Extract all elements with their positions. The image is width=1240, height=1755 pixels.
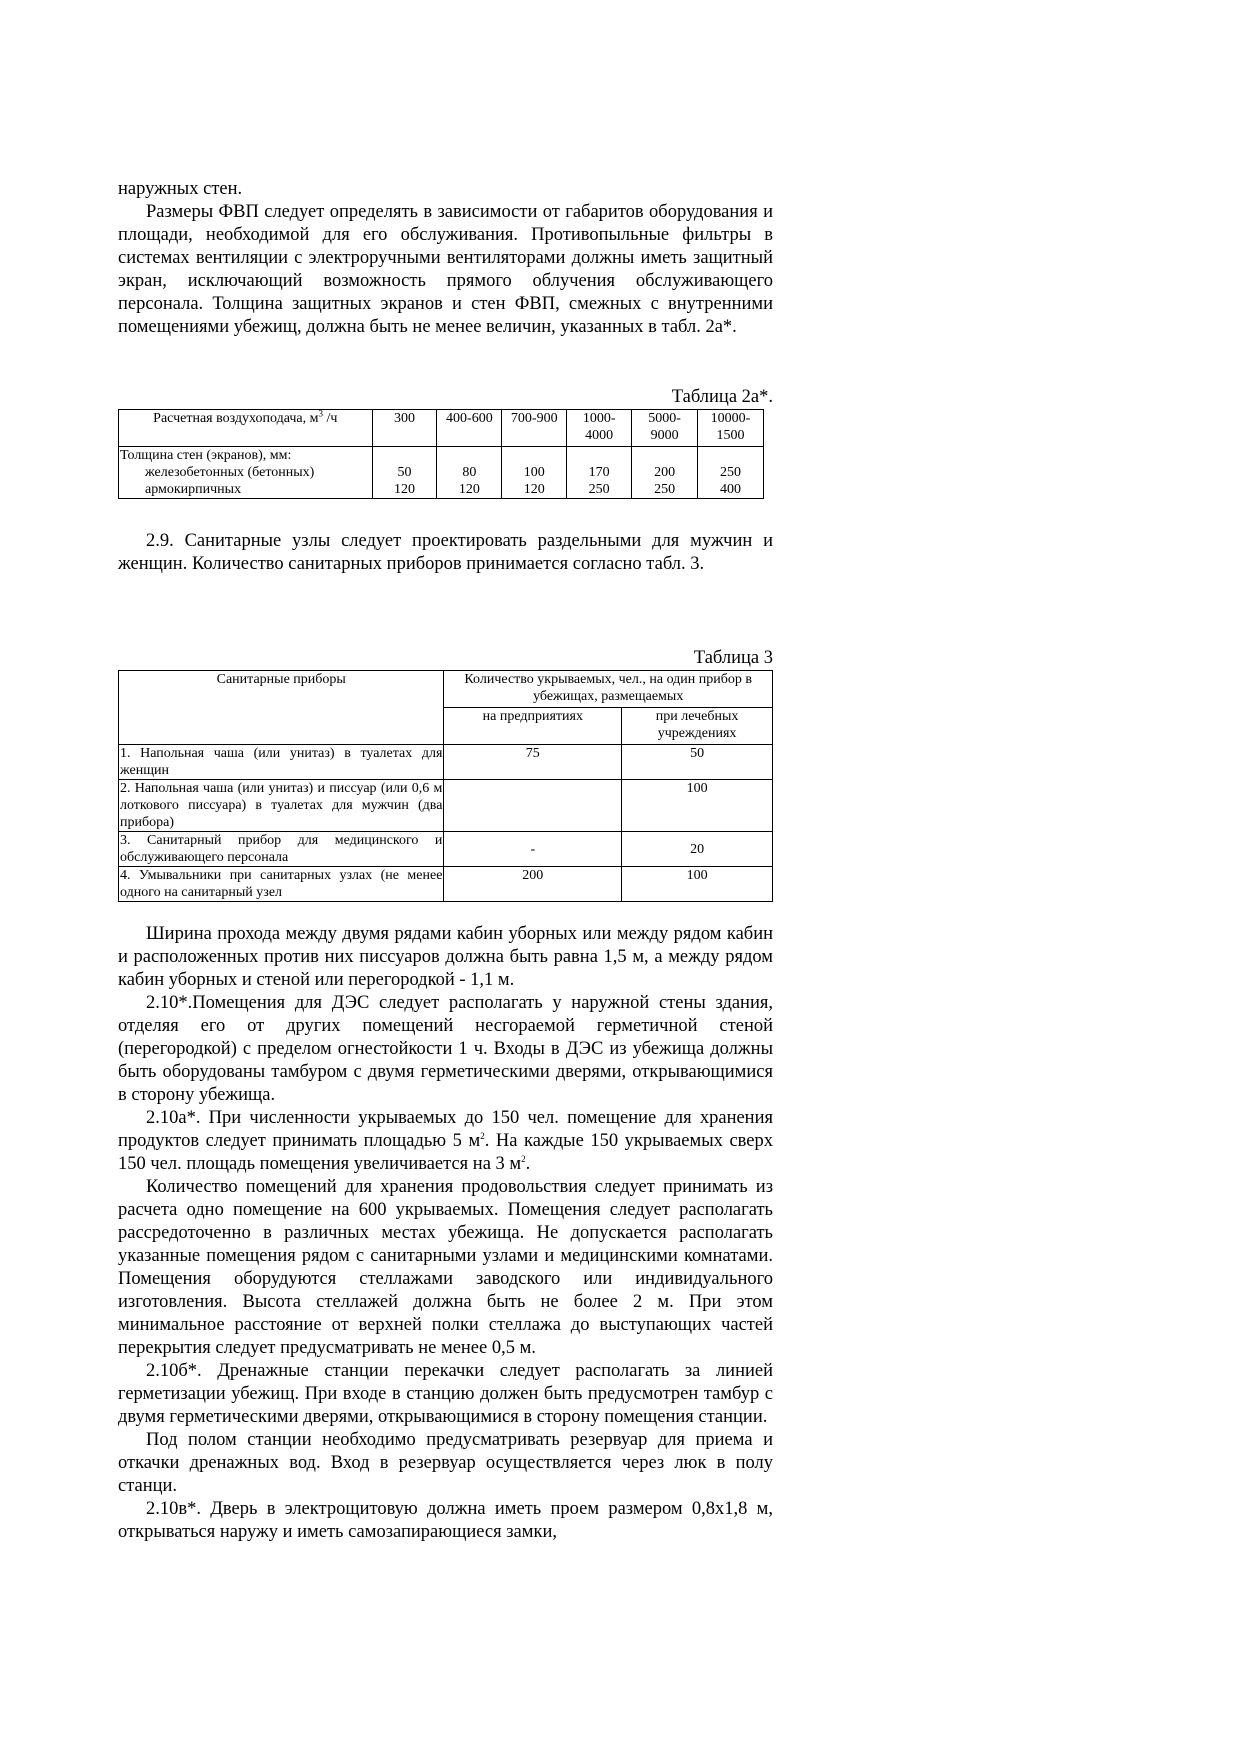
- table-header-row: [119, 410, 764, 447]
- paragraph: Количество помещений для хранения продовольствия следует принимать из расчета одно помещение на 600 укрываемых. Помещения следует располагать рассредоточенно в различных местах убежища. Не допускается располагать указанные помещения рядом с санитарными узлами и медицинскими комнатами. Помещения оборудуются стеллажами заводского или индивидуального изготовления. Высота стеллажей должна быть не более 2 м. При этом минимальное расстояние от верхней полки стеллажа до выступающих частей перекрытия следует предусматривать не менее 0,5 м.: [118, 1177, 773, 1358]
- row-label: 2. Напольная чаша (или унитаз) и писсуар (или 0,6 м лоткового писсуара) в туалетах для мужчин (два прибора): [120, 781, 443, 830]
- table-row: армокирпичных 120 120 120 250 250 400: [119, 481, 764, 499]
- table-3: [118, 670, 773, 902]
- paragraph: наружных стен.: [118, 179, 243, 199]
- paragraph: 2.10б*. Дренажные станции перекачки следует располагать за линией герметизации убежищ. При входе в станцию должен быть предусмотрен тамбур с двумя герметическими дверями, открывающимися в сторону помещения станции.: [118, 1361, 773, 1427]
- header-cell: при лечебных учреждениях: [622, 708, 773, 745]
- header-cell: 5000- 9000: [632, 410, 698, 447]
- text-block-bottom: [118, 923, 773, 1544]
- header-cell: Расчетная воздухоподача, $м^3$ /ч: [119, 410, 373, 447]
- header-cell: 700-900: [502, 410, 567, 447]
- paragraph: Размеры ФВП следует определять в зависимости от габаритов оборудования и площади, необходимой для его обслуживания. Противопыльные фильтры в системах вентиляции с электроручными вентиляторами должны иметь защитный экран, исключающий возможность прямого облучения обслуживающего персонала. Толщина защитных экранов и стен ФВП, смежных с внутренними помещениями убежищ, должна быть не менее величин, указанных в табл. 2а*.: [118, 202, 773, 337]
- text-block-top: [118, 178, 773, 339]
- header-cell: Санитарные приборы: [119, 671, 444, 745]
- row-label: железобетонных (бетонных): [119, 464, 373, 481]
- group-label: Толщина стен (экранов), мм:: [119, 447, 373, 465]
- row-label: 1. Напольная чаша (или унитаз) в туалетах для женщин: [120, 746, 443, 778]
- table-row: железобетонных (бетонных) 50 80 100 170 200 250: [119, 464, 764, 481]
- header-cell: 300: [372, 410, 437, 447]
- table-row: 4. Умывальники при санитарных узлах (не менее одного на санитарный узел 200 100: [119, 867, 773, 902]
- header-cell: 10000- 1500: [698, 410, 764, 447]
- table-caption: Таблица 2а*.: [671, 387, 773, 407]
- row-label: 3. Санитарный прибор для медицинского и обслуживающего персонала: [120, 833, 443, 865]
- paragraph: 2.10а*. При численности укрываемых до 150 чел. помещение для хранения продуктов следует принимать площадью 5 $м^2$. На каждые 150 укрываемых сверх 150 чел. площадь помещения увеличивается на 3 $м^2$.: [118, 1108, 773, 1174]
- paragraph: 2.10в*. Дверь в электрощитовую должна иметь проем размером 0,8х1,8 м, открываться наружу и иметь самозапирающиеся замки,: [118, 1499, 773, 1542]
- table-2a-block: [118, 386, 773, 499]
- header-cell: на предприятиях: [444, 708, 622, 745]
- table-row: 2. Напольная чаша (или унитаз) и писсуар (или 0,6 м лоткового писсуара) в туалетах для мужчин (два прибора) 100: [119, 780, 773, 832]
- paragraph: Ширина прохода между двумя рядами кабин уборных или между рядом кабин и расположенных против них писсуаров должна быть равна 1,5 м, а между рядом кабин уборных и стеной или перегородкой - 1,1 м.: [118, 924, 773, 990]
- table-caption: Таблица 3: [693, 648, 773, 668]
- paragraph: Под полом станции необходимо предусматривать резервуар для приема и откачки дренажных вод. Вход в резервуар осуществляется через люк в полу станци.: [118, 1430, 773, 1496]
- paragraph: 2.10*.Помещения для ДЭС следует располагать у наружной стены здания, отделяя его от других помещений несгораемой герметичной стеной (перегородкой) с пределом огнестойкости 1 ч. Входы в ДЭС из убежища должны быть оборудованы тамбуром с двумя герметическими дверями, открывающимися в сторону убежища.: [118, 993, 773, 1105]
- row-label: 4. Умывальники при санитарных узлах (не менее одного на санитарный узел: [120, 868, 443, 900]
- table-row: [119, 447, 764, 465]
- header-cell: 400-600: [437, 410, 502, 447]
- table-2a: [118, 409, 764, 499]
- paragraph: 2.9. Санитарные узлы следует проектировать раздельными для мужчин и женщин. Количество санитарных приборов принимается согласно табл. 3.: [118, 531, 773, 574]
- table-row: 1. Напольная чаша (или унитаз) в туалетах для женщин 75 50: [119, 745, 773, 780]
- header-cell: Количество укрываемых, чел., на один прибор в убежищах, размещаемых: [444, 671, 773, 708]
- header-cell: 1000- 4000: [567, 410, 632, 447]
- table-row: 3. Санитарный прибор для медицинского и обслуживающего персонала - 20: [119, 832, 773, 867]
- table-header-row: [119, 671, 773, 708]
- row-label: армокирпичных: [119, 481, 373, 499]
- text-block-sanitary: [118, 530, 773, 576]
- table-3-block: [118, 647, 773, 902]
